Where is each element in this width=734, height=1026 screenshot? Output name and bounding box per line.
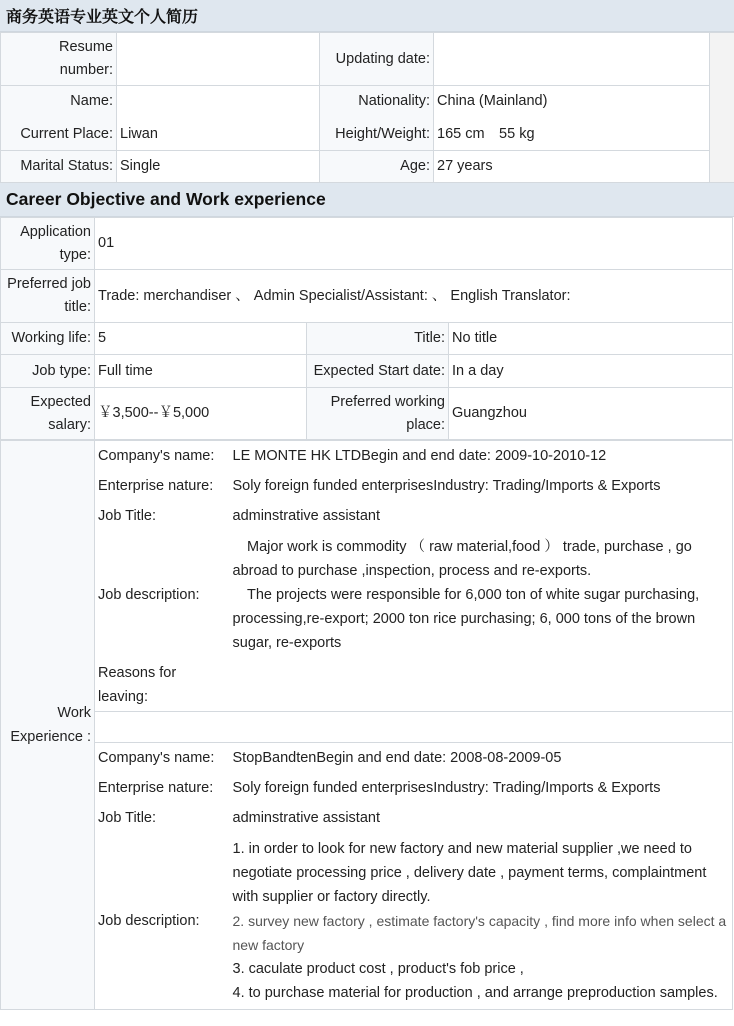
job2-company-value: StopBandtenBegin and end date: 2008-08-2009-05 [232, 750, 562, 766]
job2-company-label: Company's name: [98, 750, 215, 766]
name-value [120, 90, 316, 113]
photo-cell [710, 33, 734, 183]
preferred-place-value: Guangzhou [449, 388, 733, 440]
updating-date-value [434, 33, 710, 86]
job1-nature-label: Enterprise nature: [98, 478, 214, 494]
job-type-value: Full time [95, 355, 307, 388]
job1-desc [230, 531, 733, 659]
job2-nature-label: Enterprise nature: [98, 780, 214, 796]
nationality-label: Nationality: [358, 93, 430, 109]
job1-reasons-label-text: Reasons for leaving: [98, 665, 177, 705]
preferred-place-label: Preferred working place: [307, 388, 449, 440]
current-place-label: Current Place: [20, 126, 113, 142]
job1-desc-label: Job description: [98, 587, 200, 603]
job1-reasons-label [95, 659, 230, 712]
job1-title-label: Job Title: [98, 508, 157, 524]
nationality-height-values [434, 86, 710, 151]
application-type-value: 01 [95, 218, 733, 270]
marital-label: Marital Status: [1, 151, 117, 183]
current-place-value: Liwan [120, 126, 158, 142]
age-label: Age: [320, 151, 434, 183]
work-experience-table [0, 440, 733, 1010]
application-type-label: Application type: [1, 218, 95, 270]
expected-salary-label: Expected salary: [1, 388, 95, 440]
updating-date-label: Updating date: [320, 33, 434, 86]
nationality-height-labels [320, 86, 434, 151]
career-table [0, 217, 733, 440]
job2-desc-item-4: 4. to purchase material for production , and arrange preproduction samples. [232, 985, 718, 1001]
resume-number-value [117, 33, 320, 86]
work-experience-label: Work Experience : [1, 441, 95, 1010]
job1-company-value: LE MONTE HK LTDBegin and end date: 2009-10-2010-12 [232, 448, 607, 464]
job1-reasons-value [230, 659, 733, 712]
expected-start-value: In a day [449, 355, 733, 388]
preferred-job-value: Trade: merchandiser 、 Admin Specialist/Assistant: 、 English Translator: [95, 270, 733, 323]
job-separator [95, 712, 733, 743]
job1-title-value: adminstrative assistant [232, 508, 380, 524]
name-place-values [117, 86, 320, 151]
job1-company-label: Company's name: [98, 448, 215, 464]
job2-title-label: Job Title: [98, 810, 157, 826]
job2-desc [230, 833, 733, 1010]
job2-desc-item-1: 1. in order to look for new factory and new material supplier ,we need to negotiate processing price , delivery date , payment terms, complaintment with supplier or factory directly. [232, 841, 707, 905]
name-label: Name: [70, 93, 113, 109]
expected-start-label: Expected Start date: [307, 355, 449, 388]
job1-nature-value: Soly foreign funded enterprisesIndustry: Trading/Imports & Exports [232, 478, 661, 494]
working-life-value: 5 [95, 323, 307, 355]
title-value: No title [449, 323, 733, 355]
page-title: 商务英语专业英文个人简历 [0, 0, 734, 32]
personal-info-table [0, 32, 734, 183]
marital-value: Single [117, 151, 320, 183]
job2-title-value: adminstrative assistant [232, 810, 380, 826]
job2-desc-item-2: 2. survey new factory , estimate factory's capacity , find more info when select a new factory [232, 913, 727, 953]
height-weight-value: 165 cm 55 kg [437, 126, 535, 142]
job2-desc-item-3: 3. caculate product cost , product's fob price , [232, 961, 524, 977]
resume-number-label: Resume number: [1, 33, 117, 86]
job-type-label: Job type: [1, 355, 95, 388]
working-life-label: Working life: [1, 323, 95, 355]
age-value: 27 years [434, 151, 710, 183]
name-place-labels [1, 86, 117, 151]
height-weight-label: Height/Weight: [335, 126, 430, 142]
job2-desc-label: Job description: [98, 913, 200, 929]
expected-salary-value: ￥3,500--￥5,000 [95, 388, 307, 440]
nationality-value: China (Mainland) [437, 93, 548, 109]
job1-desc-para-1: Major work is commodity （ raw material,food ） trade, purchase , go abroad to purchase ,inspection, process and re-exports. [232, 539, 692, 579]
preferred-job-label: Preferred job title: [1, 270, 95, 323]
title-label: Title: [307, 323, 449, 355]
job2-nature-value: Soly foreign funded enterprisesIndustry: Trading/Imports & Exports [232, 780, 661, 796]
job1-desc-para-2: The projects were responsible for 6,000 ton of white sugar purchasing, processing,re-export; 2000 ton rice purchasing; 6, 000 tons of the brown sugar, re-exports [232, 587, 700, 651]
section-heading-career: Career Objective and Work experience [0, 183, 734, 217]
